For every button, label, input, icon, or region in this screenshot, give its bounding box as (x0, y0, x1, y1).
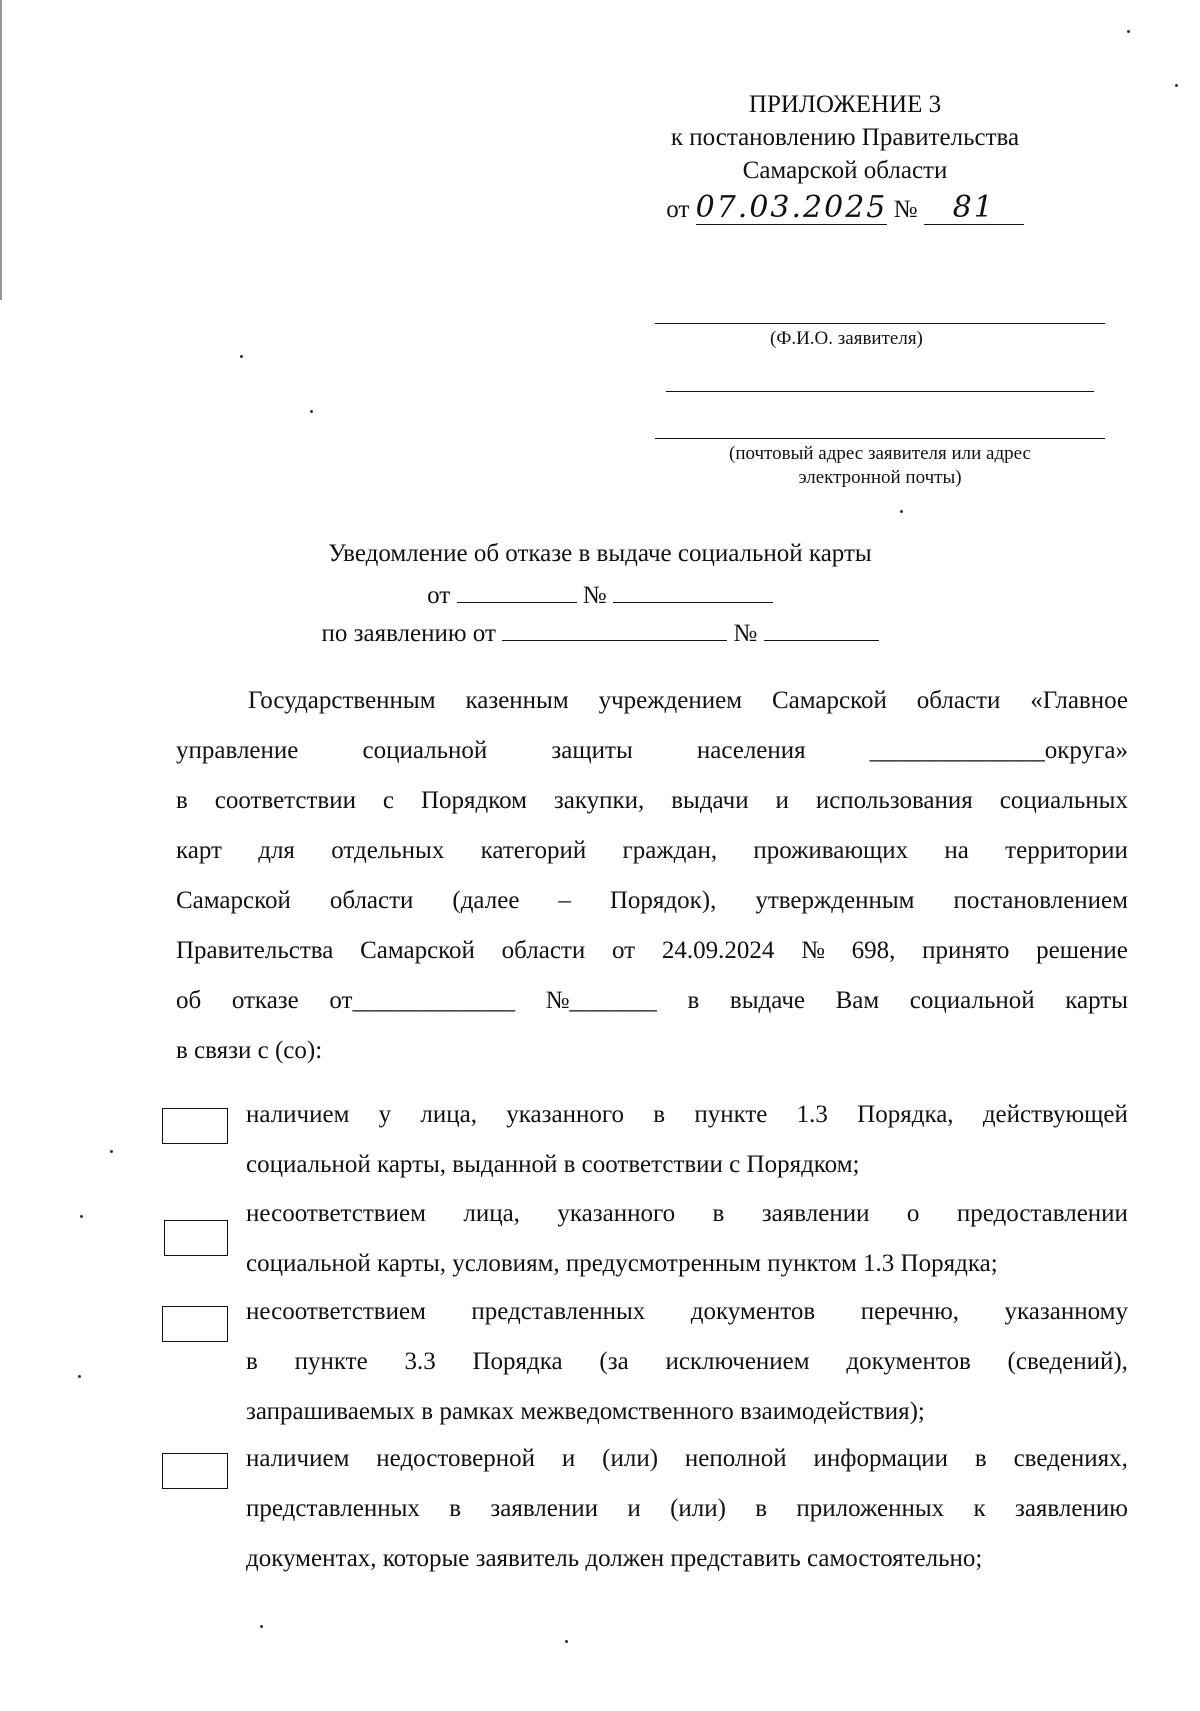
body-word: с (382, 787, 395, 814)
reason-word: указанному (1004, 1298, 1128, 1325)
body-word: Самарской (771, 687, 887, 714)
reason-last-text: социальной карты, выданной в соответствии с Порядком; (246, 1151, 860, 1178)
reason-word: недостоверной (376, 1445, 535, 1472)
body-word: 698, (851, 937, 896, 964)
body-word: ______________округа» (869, 737, 1128, 764)
scan-speck (110, 1150, 113, 1153)
body-word: в (176, 787, 188, 814)
notice-date-blank (457, 578, 577, 603)
application-date-blank (502, 616, 727, 641)
annex-number-handwritten: 81 (924, 191, 1024, 225)
body-word: «Главное (1030, 687, 1128, 714)
scan-speck (260, 1625, 263, 1628)
body-word: (далее (452, 887, 520, 914)
body-word: в (687, 987, 700, 1014)
reason-word: 1.3 (796, 1101, 828, 1128)
reason-word: указанного (557, 1200, 676, 1227)
body-word: граждан, (622, 837, 718, 864)
reason-word: и (627, 1495, 641, 1522)
body-word: № (801, 937, 825, 964)
body-word: населения (696, 737, 806, 764)
reason-word: несоответствием (246, 1200, 426, 1227)
body-word: Государственным (248, 687, 436, 714)
reason-word: (за (599, 1348, 629, 1375)
reason-word: наличием (246, 1445, 350, 1472)
notice-application-line (0, 616, 1200, 648)
body-word: социальных (999, 787, 1128, 814)
body-word: на (944, 837, 969, 864)
annex-line-2: к постановлению Правительства (670, 124, 1020, 151)
notice-number-sign: № (582, 582, 607, 609)
reason-last-text: запрашиваемых в рамках межведомственного взаимодействия); (246, 1398, 925, 1425)
reason-line (246, 1495, 1128, 1545)
applicant-address-caption-1: (почтовый адрес заявителя или адрес (729, 443, 1031, 464)
reason-word: неполной (684, 1445, 787, 1472)
reason-word: в (246, 1348, 258, 1375)
body-word: области (501, 937, 586, 964)
body-word: Самарской (360, 937, 475, 964)
reason-line-last (246, 1151, 1128, 1201)
body-line-last (176, 1026, 1128, 1076)
body-word: – (558, 887, 571, 914)
notice-from-label: от (427, 582, 451, 609)
reason-word: заявлении (761, 1200, 870, 1227)
body-word: территории (1005, 837, 1128, 864)
reason-checkbox-4[interactable] (162, 1453, 228, 1489)
notice-application-label: по заявлению от (321, 620, 496, 647)
reason-word: Порядка, (857, 1101, 954, 1128)
reason-word: в (974, 1445, 987, 1472)
reason-word: о (906, 1200, 920, 1227)
reason-word: в (755, 1495, 768, 1522)
body-line (176, 876, 1128, 926)
body-word: Вам (835, 987, 880, 1014)
body-word: области (329, 887, 414, 914)
reason-word: у (378, 1101, 392, 1128)
reason-last-text: документах, которые заявитель должен представить самостоятельно; (246, 1545, 983, 1572)
reason-checkbox-3[interactable] (162, 1306, 228, 1342)
applicant-address-line-2 (655, 438, 1105, 439)
annex-title: ПРИЛОЖЕНИЕ 3 (748, 91, 942, 118)
reason-line-last (246, 1398, 1128, 1448)
reason-word: несоответствием (246, 1298, 426, 1325)
reason-word: пункте (294, 1348, 368, 1375)
body-line (176, 726, 1128, 776)
reason-word: 3.3 (404, 1348, 436, 1375)
scan-speck (310, 410, 313, 413)
reason-line (246, 1445, 1128, 1495)
annex-number-sign: № (893, 196, 918, 223)
annex-line-3: Самарской области (742, 157, 948, 184)
notice-title: Уведомление об отказе в выдаче социальной карты (328, 540, 872, 567)
body-line (176, 776, 1128, 826)
reason-line (246, 1101, 1128, 1151)
body-word: для (258, 837, 295, 864)
body-word: Порядок), (609, 887, 717, 914)
reason-word: лица, (463, 1200, 520, 1227)
body-word: об (176, 987, 202, 1014)
body-word: использования (815, 787, 973, 814)
scan-speck (900, 510, 903, 513)
body-word: Правительства (176, 937, 334, 964)
reason-line-last (246, 1545, 1128, 1595)
body-word: области (916, 687, 1001, 714)
scan-speck (1175, 84, 1178, 87)
body-line (176, 926, 1128, 976)
body-word: учреждением (598, 687, 743, 714)
reason-item-3 (246, 1298, 1128, 1448)
reason-word: сведениях, (1013, 1445, 1128, 1472)
applicant-address-caption-2: электронной почты) (798, 467, 962, 488)
reason-word: заявлению (1014, 1495, 1128, 1522)
reason-word: предоставлении (956, 1200, 1128, 1227)
notice-number-blank (613, 578, 773, 603)
scan-speck (78, 1375, 81, 1378)
reason-word: в (653, 1101, 666, 1128)
reason-word: приложенных (796, 1495, 945, 1522)
reason-line (246, 1298, 1128, 1348)
reason-checkbox-2[interactable] (164, 1220, 228, 1256)
annex-header (620, 88, 1070, 226)
body-word: социальной (909, 987, 1035, 1014)
body-word: №_______ (545, 987, 657, 1014)
reason-word: в (712, 1200, 725, 1227)
body-word: отказе (231, 987, 299, 1014)
scan-edge (0, 0, 2, 300)
body-word: Самарской (176, 887, 291, 914)
body-word: защиты (551, 737, 633, 764)
reason-word: информации (813, 1445, 949, 1472)
body-word: проживающих (753, 837, 909, 864)
body-paragraph (176, 676, 1128, 1076)
body-word: и (775, 787, 789, 814)
body-word: отдельных (331, 837, 445, 864)
body-word: Порядком (420, 787, 527, 814)
body-word: соответствии (214, 787, 356, 814)
annex-date-line (620, 191, 1070, 226)
body-word: утвержденным (755, 887, 915, 914)
reason-word: представленных (471, 1298, 646, 1325)
reason-line (246, 1200, 1128, 1250)
body-line (176, 826, 1128, 876)
applicant-name-line (655, 323, 1105, 324)
body-word: выдачи (671, 787, 749, 814)
reason-word: (или) (602, 1445, 659, 1472)
reason-checkbox-1[interactable] (162, 1108, 228, 1144)
application-number-sign: № (733, 620, 758, 647)
reason-word: исключением (665, 1348, 810, 1375)
reason-word: лица, (420, 1101, 478, 1128)
scan-speck (565, 1640, 568, 1643)
reason-word: (или) (670, 1495, 726, 1522)
body-word: от (611, 937, 636, 964)
body-word: казенным (465, 687, 569, 714)
reason-word: в (449, 1495, 462, 1522)
body-word: от_____________ (329, 987, 515, 1014)
scan-speck (240, 355, 243, 358)
annex-date-handwritten: 07.03.2025 (695, 190, 888, 225)
reason-line (246, 1348, 1128, 1398)
reason-last-text: социальной карты, условиям, предусмотренным пунктом 1.3 Порядка; (246, 1250, 998, 1277)
body-word: карты (1065, 987, 1128, 1014)
reason-word: и (561, 1445, 576, 1472)
reason-word: Порядка (472, 1348, 563, 1375)
scan-speck (1127, 30, 1130, 33)
applicant-name-caption: (Ф.И.О. заявителя) (770, 328, 923, 349)
body-word: постановлением (953, 887, 1128, 914)
reason-item-1 (246, 1101, 1128, 1201)
reason-word: документов (690, 1298, 816, 1325)
body-last-text: в связи с (со): (176, 1037, 323, 1064)
body-word: карт (176, 837, 222, 864)
reason-item-2 (246, 1200, 1128, 1300)
reason-word: пункте (694, 1101, 768, 1128)
reason-word: указанного (506, 1101, 624, 1128)
reason-word: действующей (982, 1101, 1128, 1128)
reason-word: наличием (246, 1101, 350, 1128)
notice-from-line (0, 578, 1200, 610)
annex-date-prefix: от (666, 196, 690, 223)
body-word: закупки, (553, 787, 645, 814)
body-line (176, 976, 1128, 1026)
application-number-blank (764, 616, 879, 641)
body-word: 24.09.2024 (661, 937, 775, 964)
reason-line-last (246, 1250, 1128, 1300)
reason-word: заявлении (490, 1495, 599, 1522)
reason-word: перечню, (860, 1298, 960, 1325)
body-word: управление (176, 737, 299, 764)
body-word: выдаче (729, 987, 806, 1014)
applicant-address-line-1 (666, 391, 1094, 392)
reason-word: (сведений), (1007, 1348, 1128, 1375)
body-line (176, 676, 1128, 726)
reason-word: к (973, 1495, 986, 1522)
reason-item-4 (246, 1445, 1128, 1595)
reason-word: документов (846, 1348, 971, 1375)
scan-speck (80, 1215, 83, 1218)
body-word: принято (922, 937, 1010, 964)
body-word: категорий (480, 837, 587, 864)
body-word: социальной (362, 737, 488, 764)
reason-word: представленных (246, 1495, 420, 1522)
body-word: решение (1036, 937, 1128, 964)
